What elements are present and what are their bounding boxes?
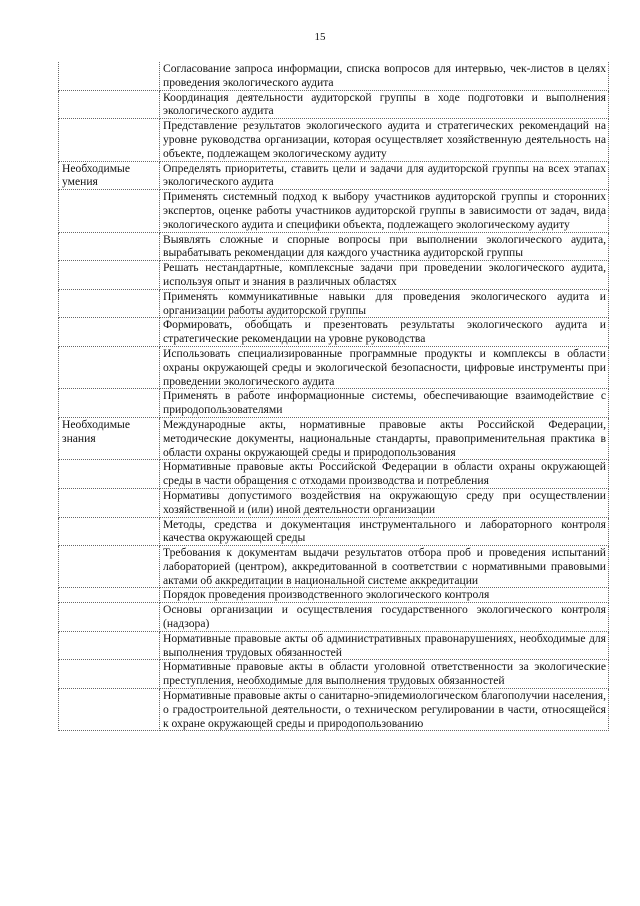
row-requirement-text: Выявлять сложные и спорные вопросы при выполнении экологического аудита, вырабатывать рекомендации для каждого участника аудиторской группы <box>160 232 609 261</box>
row-category-empty <box>59 546 160 588</box>
row-requirement-text: Согласование запроса информации, списка вопросов для интервью, чек-листов в целях проведения экологического аудита <box>160 62 609 90</box>
table-row <box>59 90 609 119</box>
row-requirement-text: Международные акты, нормативные правовые акты Российской Федерации, методические документы, национальные стандарты, правоприменительная практика в области охраны окружающей среды и природопользования <box>160 417 609 459</box>
row-category-empty <box>59 119 160 161</box>
row-requirement-text: Требования к документам выдачи результатов отбора проб и проведения испытаний лабораторией (центром), аккредитованной в соответствии с нормативными правовыми актами об аккредитации в национальной системе аккредитации <box>160 546 609 588</box>
row-category-empty <box>59 289 160 318</box>
table-row <box>59 289 609 318</box>
table-row <box>59 346 609 388</box>
table-row <box>59 517 609 546</box>
table-row <box>59 417 609 459</box>
row-requirement-text: Координация деятельности аудиторской группы в ходе подготовки и выполнения экологического аудита <box>160 90 609 119</box>
row-category-empty <box>59 588 160 603</box>
row-requirement-text: Нормативы допустимого воздействия на окружающую среду при осуществлении хозяйственной и (или) иной деятельности организации <box>160 488 609 517</box>
page-number: 15 <box>314 31 326 43</box>
row-requirement-text: Формировать, обобщать и презентовать результаты экологического аудита и стратегические рекомендации на уровне руководства <box>160 318 609 347</box>
table-row <box>59 119 609 161</box>
row-requirement-text: Определять приоритеты, ставить цели и задачи для аудиторской группы на всех этапах экологического аудита <box>160 161 609 190</box>
row-requirement-text: Нормативные правовые акты об административных правонарушениях, необходимые для выполнения трудовых обязанностей <box>160 631 609 660</box>
table-row <box>59 161 609 190</box>
row-category-empty <box>59 517 160 546</box>
row-requirement-text: Решать нестандартные, комплексные задачи при проведении экологического аудита, используя опыт и знания в различных областях <box>160 261 609 290</box>
row-category-empty <box>59 660 160 689</box>
row-requirement-text: Нормативные правовые акты Российской Федерации в области охраны окружающей среды в части обращения с отходами производства и потребления <box>160 460 609 489</box>
requirements-table <box>58 62 609 731</box>
row-category-empty <box>59 190 160 232</box>
row-category-label: Необходимые знания <box>59 417 160 459</box>
row-requirement-text: Применять системный подход к выбору участников аудиторской группы и сторонних экспертов, оценке работы участников аудиторской группы в зависимости от задач, вида экологического аудита и специфики объекта, подлежащего экологическому аудиту <box>160 190 609 232</box>
table-row <box>59 660 609 689</box>
row-requirement-text: Порядок проведения производственного экологического контроля <box>160 588 609 603</box>
table-row <box>59 488 609 517</box>
row-category-empty <box>59 318 160 347</box>
row-requirement-text: Методы, средства и документация инструментального и лабораторного контроля качества окружающей среды <box>160 517 609 546</box>
row-requirement-text: Использовать специализированные программные продукты и комплексы в области охраны окружающей среды и экологической безопасности, цифровые инструменты при проведении экологического аудита <box>160 346 609 388</box>
table-row <box>59 689 609 731</box>
row-category-empty <box>59 232 160 261</box>
row-category-empty <box>59 90 160 119</box>
row-category-empty <box>59 62 160 90</box>
row-requirement-text: Нормативные правовые акты в области уголовной ответственности за экологические преступления, необходимые для выполнения трудовых обязанностей <box>160 660 609 689</box>
row-requirement-text: Представление результатов экологического аудита и стратегических рекомендаций на уровне руководства организации, которая осуществляет хозяйственную деятельность на объекте, подлежащем экологическому аудиту <box>160 119 609 161</box>
row-category-empty <box>59 346 160 388</box>
row-category-empty <box>59 389 160 418</box>
row-requirement-text: Применять коммуникативные навыки для проведения экологического аудита и организации работы аудиторской группы <box>160 289 609 318</box>
row-requirement-text: Применять в работе информационные системы, обеспечивающие взаимодействие с природопользователями <box>160 389 609 418</box>
requirements-table-body <box>59 62 609 731</box>
row-category-empty <box>59 460 160 489</box>
table-row <box>59 588 609 603</box>
table-row <box>59 62 609 90</box>
row-category-empty <box>59 488 160 517</box>
row-requirement-text: Нормативные правовые акты о санитарно-эпидемиологическом благополучии населения, о градостроительной деятельности, о техническом регулировании в части, относящейся к охране окружающей среды и природопользованию <box>160 689 609 731</box>
row-category-empty <box>59 261 160 290</box>
table-row <box>59 318 609 347</box>
row-requirement-text: Основы организации и осуществления государственного экологического контроля (надзора) <box>160 603 609 632</box>
table-row <box>59 261 609 290</box>
table-row <box>59 546 609 588</box>
table-row <box>59 631 609 660</box>
table-row <box>59 190 609 232</box>
row-category-empty <box>59 631 160 660</box>
row-category-empty <box>59 689 160 731</box>
row-category-empty <box>59 603 160 632</box>
table-row <box>59 460 609 489</box>
table-row <box>59 232 609 261</box>
table-row <box>59 603 609 632</box>
table-row <box>59 389 609 418</box>
row-category-label: Необходимые умения <box>59 161 160 190</box>
